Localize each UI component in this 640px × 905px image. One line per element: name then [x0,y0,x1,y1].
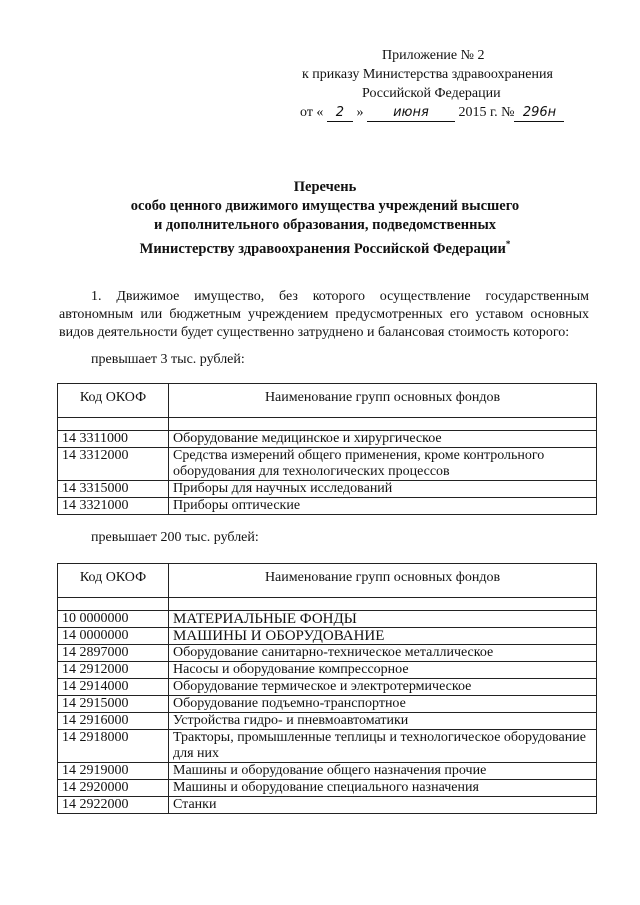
paragraph-1: 1. Движимое имущество, без которого осуществление государственным автономным или бюджетным учреждением предусмотренных его уставом основных видов деятельности будет существенно затруднено и балансовая стоимость которого: [59,289,589,340]
table-row: 14 2912000 Насосы и оборудование компрессорное [58,662,597,679]
table-row: 14 2922000 Станки [58,797,597,814]
document-title: Перечень особо ценного движимого имущества учреждений высшего и дополнительного образования, подведомственных Министерству здравоохранения Российской Федерации* [130,179,520,257]
table-200k [57,563,597,814]
handwritten-month: июня [367,105,455,122]
table-row: 14 2920000 Машины и оборудование специального назначения [58,780,597,797]
table-row: 14 2915000 Оборудование подъемно-транспортное [58,696,597,713]
table-row: 14 3311000 Оборудование медицинское и хирургическое [58,431,597,448]
header-name: Наименование групп основных фондов [169,384,597,418]
table-row: 14 2916000 Устройства гидро- и пневмоавтоматики [58,713,597,730]
appendix-number: Приложение № 2 [382,48,485,63]
header-code: Код ОКОФ [58,564,169,598]
order-date-line: от « 2 » июня 2015 г. № 296н [300,103,600,122]
threshold-200k: превышает 200 тыс. рублей: [91,530,259,545]
header-name: Наименование групп основных фондов [169,564,597,598]
table-row: 14 0000000 МАШИНЫ И ОБОРУДОВАНИЕ [58,628,597,645]
footnote-mark: * [505,239,511,249]
table-row: 14 3315000 Приборы для научных исследований [58,481,597,498]
table-3k [57,383,597,515]
threshold-3k: превышает 3 тыс. рублей: [91,352,245,367]
header-code: Код ОКОФ [58,384,169,418]
table-row: 14 2897000 Оборудование санитарно-техническое металлическое [58,645,597,662]
table-row: 10 0000000 МАТЕРИАЛЬНЫЕ ФОНДЫ [58,611,597,628]
table-row: 14 3321000 Приборы оптические [58,498,597,515]
table-header-row [58,564,597,598]
order-reference: к приказу Министерства здравоохранения [302,67,553,82]
table-row: 14 2918000 Тракторы, промышленные теплицы и технологическое оборудование для них [58,730,597,763]
federation-line: Российской Федерации [362,86,501,101]
table-header-row [58,384,597,418]
handwritten-day: 2 [327,105,353,122]
appendix-header [300,46,600,122]
table-row: 14 2914000 Оборудование термическое и электротермическое [58,679,597,696]
table-row: 14 2919000 Машины и оборудование общего назначения прочие [58,763,597,780]
table-row: 14 3312000 Средства измерений общего применения, кроме контрольного оборудования для технологических процессов [58,448,597,481]
handwritten-order-number: 296н [514,105,564,122]
